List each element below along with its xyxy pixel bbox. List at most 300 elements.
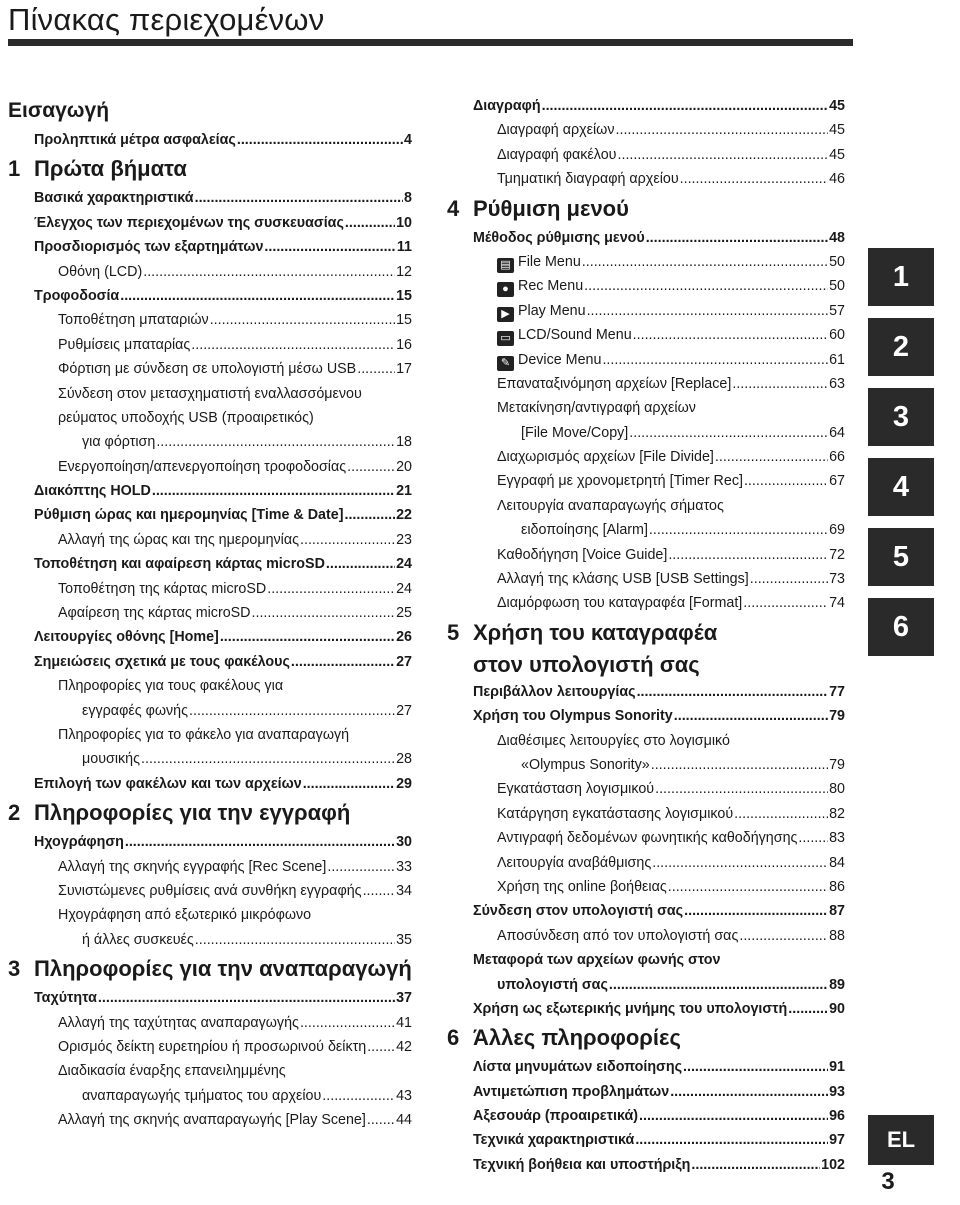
toc-entry[interactable] bbox=[8, 986, 412, 1010]
menu-icon: ● bbox=[497, 282, 514, 297]
page-title: Πίνακας περιεχομένων bbox=[8, 2, 325, 37]
toc-entry[interactable] bbox=[447, 348, 845, 372]
dot-leader bbox=[629, 421, 828, 445]
toc-entry-row bbox=[447, 118, 845, 142]
toc-entry[interactable] bbox=[447, 851, 845, 875]
toc-entry-label bbox=[497, 802, 733, 826]
toc-entry-text: Επιλογή των φακέλων και των αρχείων bbox=[34, 775, 302, 792]
toc-entry-text: Τοποθέτηση και αφαίρεση κάρτας microSD bbox=[34, 556, 325, 573]
section-3-continued-entries bbox=[447, 94, 845, 192]
toc-entry[interactable] bbox=[447, 1104, 845, 1128]
chapter-tab-3[interactable]: 3 bbox=[868, 388, 934, 446]
toc-entry-text: υπολογιστή σας bbox=[497, 976, 608, 993]
toc-entry[interactable] bbox=[447, 680, 845, 704]
toc-entry-page: 90 bbox=[829, 1000, 845, 1017]
toc-entry-text: Διαγραφή αρχείων bbox=[497, 122, 615, 139]
toc-entry[interactable] bbox=[447, 250, 845, 274]
toc-entry-label bbox=[497, 167, 679, 191]
toc-entry[interactable] bbox=[447, 948, 845, 997]
toc-entry-row bbox=[447, 851, 845, 875]
dot-leader bbox=[300, 1011, 395, 1035]
dot-leader bbox=[637, 680, 829, 704]
toc-entry-row bbox=[447, 421, 845, 445]
toc-entry[interactable] bbox=[8, 855, 412, 879]
dot-leader bbox=[651, 753, 828, 777]
toc-entry-text: Rec Menu bbox=[518, 278, 584, 295]
toc-entry-page: 72 bbox=[829, 546, 845, 563]
dot-leader bbox=[220, 625, 395, 649]
toc-entry-row bbox=[447, 1055, 845, 1079]
section-intro-entries bbox=[8, 128, 412, 152]
dot-leader bbox=[633, 323, 828, 347]
toc-entry-text: Εγγραφή με χρονομετρητή [Timer Rec] bbox=[497, 473, 743, 490]
toc-entry-text: Οθόνη (LCD) bbox=[58, 263, 143, 280]
toc-entry[interactable] bbox=[447, 494, 845, 543]
toc-entry-page: 102 bbox=[821, 1156, 845, 1173]
toc-entry-line: Διαδικασία έναρξης επανειλημμένης bbox=[58, 1063, 286, 1080]
toc-entry-text: Περιβάλλον λειτουργίας bbox=[473, 683, 636, 700]
page-number: 3 bbox=[881, 1168, 895, 1195]
toc-entry-text: Αξεσουάρ (προαιρετικά) bbox=[473, 1108, 638, 1125]
toc-entry-page: 69 bbox=[829, 522, 845, 539]
toc-entry-page: 23 bbox=[396, 531, 412, 548]
toc-entry-row bbox=[8, 333, 412, 357]
toc-entry-page: 27 bbox=[396, 653, 412, 670]
toc-entry[interactable] bbox=[8, 772, 412, 796]
toc-entry-label bbox=[497, 543, 667, 567]
toc-entry-page: 45 bbox=[829, 146, 845, 163]
toc-entry-text: Βασικά χαρακτηριστικά bbox=[34, 190, 194, 207]
toc-entry[interactable] bbox=[8, 479, 412, 503]
toc-entry[interactable] bbox=[8, 1059, 412, 1108]
toc-entry[interactable] bbox=[8, 333, 412, 357]
dot-leader bbox=[326, 552, 395, 576]
dot-leader bbox=[210, 308, 395, 332]
toc-entry[interactable] bbox=[447, 875, 845, 899]
dot-leader bbox=[668, 543, 828, 567]
toc-entry-label bbox=[497, 445, 714, 469]
toc-entry-text: Χρήση ως εξωτερικής μνήμης του υπολογιστή bbox=[473, 1000, 788, 1017]
toc-entry-page: 18 bbox=[396, 434, 412, 451]
toc-entry-page: 79 bbox=[829, 756, 845, 773]
toc-entry-page: 12 bbox=[396, 263, 412, 280]
toc-entry[interactable] bbox=[8, 1035, 412, 1059]
toc-entry-page: 97 bbox=[829, 1132, 845, 1149]
dot-leader bbox=[152, 479, 395, 503]
dot-leader bbox=[674, 704, 828, 728]
chapter-tab-2[interactable]: 2 bbox=[868, 318, 934, 376]
toc-entry[interactable] bbox=[447, 274, 845, 298]
dot-leader bbox=[739, 924, 828, 948]
dot-leader bbox=[732, 372, 828, 396]
toc-entry-label bbox=[34, 284, 119, 308]
toc-entry-text: Τμηματική διαγραφή αρχείου bbox=[497, 171, 679, 188]
toc-entry-text: Διαγραφή φακέλου bbox=[497, 146, 617, 163]
toc-entry[interactable] bbox=[8, 284, 412, 308]
toc-entry-row bbox=[447, 1128, 845, 1152]
toc-entry[interactable] bbox=[447, 1080, 845, 1104]
toc-entry-page: 82 bbox=[829, 805, 845, 822]
dot-leader bbox=[367, 1108, 395, 1132]
toc-entry[interactable] bbox=[8, 1108, 412, 1132]
toc-entry-label bbox=[58, 455, 346, 479]
toc-entry-text: ή άλλες συσκευές bbox=[82, 931, 194, 948]
menu-icon: ▭ bbox=[497, 331, 514, 346]
toc-entry-page: 24 bbox=[396, 556, 412, 573]
toc-entry-page: 24 bbox=[396, 580, 412, 597]
toc-entry-row bbox=[447, 777, 845, 801]
toc-entry-text: Τεχνική βοήθεια και υποστήριξη bbox=[473, 1156, 691, 1173]
toc-entry-page: 30 bbox=[396, 834, 412, 851]
toc-entry[interactable] bbox=[8, 601, 412, 625]
toc-entry-label bbox=[58, 601, 251, 625]
dot-leader bbox=[587, 299, 829, 323]
toc-entry-row bbox=[447, 973, 845, 997]
toc-entry-page: 21 bbox=[396, 483, 412, 500]
dot-leader bbox=[649, 518, 828, 542]
dot-leader bbox=[141, 747, 395, 771]
toc-entry-label bbox=[497, 567, 749, 591]
toc-entry[interactable] bbox=[447, 118, 845, 142]
dot-leader bbox=[291, 650, 395, 674]
toc-entry[interactable] bbox=[447, 729, 845, 778]
toc-entry-row bbox=[8, 772, 412, 796]
section-4-heading: 4 Ρύθμιση μενού bbox=[447, 195, 629, 221]
dot-leader bbox=[322, 1084, 395, 1108]
section-2-heading: 2 Πληροφορίες για την εγγραφή bbox=[8, 800, 351, 826]
toc-entry-line: ρεύματος υποδοχής USB (προαιρετικός) bbox=[58, 409, 314, 426]
toc-entry-row bbox=[8, 186, 412, 210]
toc-entry-row bbox=[447, 299, 845, 323]
toc-entry-label bbox=[82, 1084, 321, 1108]
toc-entry[interactable] bbox=[8, 879, 412, 903]
toc-entry-label bbox=[34, 772, 302, 796]
toc-entry-label bbox=[497, 875, 667, 899]
toc-entry-page: 57 bbox=[829, 302, 845, 319]
toc-entry-page: 45 bbox=[829, 98, 845, 114]
toc-entry-label bbox=[497, 118, 615, 142]
toc-entry[interactable] bbox=[8, 260, 412, 284]
dot-leader bbox=[734, 802, 828, 826]
toc-entry-text: Χρήση της online βοήθειας bbox=[497, 878, 667, 895]
toc-entry-label bbox=[34, 625, 219, 649]
toc-entry[interactable] bbox=[447, 299, 845, 323]
toc-entry-text: Έλεγχος των περιεχομένων της συσκευασίας bbox=[34, 214, 344, 231]
toc-entry-row bbox=[447, 1153, 845, 1177]
toc-entry-row bbox=[447, 143, 845, 167]
dot-leader bbox=[609, 973, 828, 997]
toc-entry-row bbox=[8, 577, 412, 601]
toc-entry-page: 26 bbox=[396, 629, 412, 646]
toc-entry-text: Device Menu bbox=[518, 351, 602, 368]
toc-entry-text: Τροφοδοσία bbox=[34, 287, 120, 304]
toc-entry-page: 33 bbox=[396, 858, 412, 875]
toc-entry-page: 15 bbox=[396, 287, 412, 304]
toc-entry-text: Ρυθμίσεις μπαταρίας bbox=[58, 336, 191, 353]
toc-entry-text: Διαμόρφωση του καταγραφέα [Format] bbox=[497, 595, 743, 612]
toc-entry-row bbox=[447, 372, 845, 396]
toc-entry[interactable] bbox=[8, 577, 412, 601]
toc-entry[interactable] bbox=[8, 503, 412, 527]
toc-entry[interactable] bbox=[447, 167, 845, 191]
toc-entry-label bbox=[497, 469, 743, 493]
toc-entry-label bbox=[497, 274, 583, 298]
toc-entry-row bbox=[447, 518, 845, 542]
dot-leader bbox=[303, 772, 395, 796]
toc-entry-row bbox=[8, 479, 412, 503]
page-header bbox=[8, 0, 853, 48]
toc-entry-page: 45 bbox=[829, 122, 845, 139]
toc-entry-page: 20 bbox=[396, 458, 412, 475]
toc-entry-text: Σύνδεση στον υπολογιστή σας bbox=[473, 903, 684, 920]
toc-entry-row bbox=[8, 625, 412, 649]
toc-entry-text: Ενεργοποίηση/απενεργοποίηση τροφοδοσίας bbox=[58, 458, 347, 475]
toc-entry-page: 48 bbox=[829, 229, 845, 246]
section-1-heading: 1 Πρώτα βήματα bbox=[8, 156, 187, 182]
toc-entry[interactable] bbox=[8, 552, 412, 576]
dot-leader bbox=[670, 1080, 828, 1104]
toc-entry-row bbox=[8, 1011, 412, 1035]
dot-leader bbox=[267, 577, 395, 601]
toc-entry-text: [File Move/Copy] bbox=[521, 424, 629, 441]
toc-entry-page: 4 bbox=[404, 132, 412, 148]
toc-entry-label bbox=[34, 650, 290, 674]
dot-leader bbox=[195, 928, 395, 952]
dot-leader bbox=[367, 1035, 395, 1059]
toc-entry[interactable] bbox=[8, 128, 412, 152]
section-1-entries bbox=[8, 186, 412, 796]
toc-entry-line: Μετακίνηση/αντιγραφή αρχείων bbox=[497, 400, 696, 417]
toc-entry-row bbox=[447, 997, 845, 1021]
dot-leader bbox=[363, 879, 396, 903]
toc-entry-page: 87 bbox=[829, 903, 845, 920]
toc-entry-label bbox=[82, 430, 155, 454]
toc-entry[interactable] bbox=[447, 396, 845, 445]
toc-entry[interactable] bbox=[8, 528, 412, 552]
toc-entry-page: 27 bbox=[396, 702, 412, 719]
toc-entry-row bbox=[447, 323, 845, 347]
toc-entry[interactable] bbox=[447, 826, 845, 850]
toc-entry-text: Αλλαγή της ταχύτητας αναπαραγωγής bbox=[58, 1014, 299, 1031]
toc-entry-label bbox=[82, 928, 194, 952]
toc-entry-text: Συνιστώμενες ρυθμίσεις ανά συνθήκη εγγραφής bbox=[58, 882, 362, 899]
toc-entry[interactable] bbox=[447, 777, 845, 801]
toc-entry[interactable] bbox=[447, 469, 845, 493]
toc-entry[interactable] bbox=[447, 802, 845, 826]
chapter-tab-6[interactable]: 6 bbox=[868, 598, 934, 656]
toc-entry-row bbox=[8, 284, 412, 308]
toc-entry[interactable] bbox=[447, 543, 845, 567]
toc-entry[interactable] bbox=[447, 1153, 845, 1177]
toc-entry-text: Ταχύτητα bbox=[34, 990, 97, 1007]
toc-entry-text: Ηχογράφηση bbox=[34, 834, 124, 851]
toc-entry-row bbox=[8, 503, 412, 527]
section-5-heading: 5 Χρήση του καταγραφέα bbox=[447, 619, 718, 645]
dot-leader bbox=[252, 601, 396, 625]
toc-entry-text: Ορισμός δείκτη ευρετηρίου ή προσωρινού δείκτη bbox=[58, 1038, 367, 1055]
toc-right-column bbox=[447, 94, 845, 1177]
toc-entry[interactable] bbox=[8, 357, 412, 381]
toc-entry[interactable] bbox=[8, 308, 412, 332]
dot-leader bbox=[584, 274, 828, 298]
toc-entry-row bbox=[8, 211, 412, 235]
dot-leader bbox=[582, 250, 828, 274]
dot-leader bbox=[683, 1055, 828, 1079]
dot-leader bbox=[655, 777, 828, 801]
dot-leader bbox=[191, 333, 395, 357]
toc-entry[interactable] bbox=[8, 674, 412, 723]
toc-entry-label bbox=[473, 1153, 690, 1177]
dot-leader bbox=[195, 186, 403, 210]
toc-entry[interactable] bbox=[447, 591, 845, 615]
toc-entry-text: Play Menu bbox=[518, 302, 586, 319]
toc-entry-label bbox=[58, 879, 362, 903]
toc-entry-page: 17 bbox=[396, 361, 412, 378]
language-badge: EL bbox=[868, 1115, 934, 1165]
dot-leader bbox=[691, 1153, 820, 1177]
toc-entry[interactable] bbox=[447, 899, 845, 923]
toc-entry[interactable] bbox=[8, 186, 412, 210]
toc-entry[interactable] bbox=[447, 1128, 845, 1152]
toc-entry-page: 28 bbox=[396, 751, 412, 768]
toc-entry-row bbox=[447, 680, 845, 704]
toc-entry[interactable] bbox=[447, 445, 845, 469]
toc-entry-line: Λειτουργία αναπαραγωγής σήματος bbox=[497, 497, 724, 514]
dot-leader bbox=[744, 469, 828, 493]
toc-entry-text: Τεχνικά χαρακτηριστικά bbox=[473, 1132, 635, 1149]
dot-leader bbox=[750, 567, 828, 591]
toc-entry[interactable] bbox=[8, 830, 412, 854]
toc-entry-text: LCD/Sound Menu bbox=[518, 327, 632, 344]
toc-entry-row bbox=[8, 986, 412, 1010]
toc-entry-row bbox=[447, 274, 845, 298]
toc-entry[interactable] bbox=[8, 455, 412, 479]
dot-leader bbox=[237, 128, 403, 152]
toc-entry-label bbox=[497, 851, 651, 875]
toc-entry-label bbox=[34, 986, 97, 1010]
toc-entry-page: 63 bbox=[829, 375, 845, 392]
toc-entry-page: 11 bbox=[396, 239, 412, 256]
toc-entry-label bbox=[473, 226, 645, 250]
toc-entry-row bbox=[8, 601, 412, 625]
dot-leader bbox=[347, 455, 395, 479]
toc-entry-line: Μεταφορά των αρχείων φωνής στον bbox=[473, 952, 721, 969]
toc-entry-text: για φόρτιση bbox=[82, 434, 156, 451]
toc-entry-page: 83 bbox=[829, 830, 845, 847]
toc-entry-label bbox=[521, 753, 650, 777]
dot-leader bbox=[788, 997, 828, 1021]
toc-entry[interactable] bbox=[447, 704, 845, 728]
toc-entry-page: 8 bbox=[404, 190, 412, 207]
toc-entry[interactable] bbox=[447, 567, 845, 591]
toc-entry-page: 10 bbox=[396, 214, 412, 231]
toc-entry-text: Αντιμετώπιση προβλημάτων bbox=[473, 1083, 670, 1100]
dot-leader bbox=[635, 1128, 828, 1152]
toc-entry[interactable] bbox=[8, 1011, 412, 1035]
toc-entry-text: μουσικής bbox=[82, 751, 140, 768]
chapter-tab-1[interactable]: 1 bbox=[868, 248, 934, 306]
toc-entry-page: 44 bbox=[396, 1112, 412, 1129]
toc-entry[interactable] bbox=[447, 372, 845, 396]
chapter-tab-5[interactable]: 5 bbox=[868, 528, 934, 586]
toc-left-column bbox=[8, 94, 412, 1132]
toc-entry-page: 25 bbox=[396, 605, 412, 622]
toc-entry-text: Αλλαγή της ώρας και της ημερομηνίας bbox=[58, 531, 300, 548]
toc-entry-row bbox=[447, 753, 845, 777]
toc-entry-row bbox=[8, 830, 412, 854]
toc-entry-row bbox=[447, 875, 845, 899]
toc-entry-text: ειδοποίησης [Alarm] bbox=[521, 522, 648, 539]
menu-icon: ▤ bbox=[497, 258, 514, 273]
toc-entry-label bbox=[497, 323, 632, 347]
toc-entry[interactable] bbox=[8, 211, 412, 235]
section-3-entries bbox=[8, 986, 412, 1132]
toc-entry[interactable] bbox=[447, 226, 845, 250]
toc-entry[interactable] bbox=[8, 235, 412, 259]
toc-entry-text: Τοποθέτηση της κάρτας microSD bbox=[58, 580, 267, 597]
toc-entry-row bbox=[447, 567, 845, 591]
toc-entry-page: 86 bbox=[829, 878, 845, 895]
toc-entry-text: Τοποθέτηση μπαταριών bbox=[58, 312, 209, 329]
toc-entry-row bbox=[8, 699, 412, 723]
toc-entry-row bbox=[447, 469, 845, 493]
toc-entry[interactable] bbox=[8, 903, 412, 952]
toc-entry-page: 79 bbox=[829, 708, 845, 725]
toc-entry-page: 29 bbox=[396, 775, 412, 792]
toc-entry-line: Ηχογράφηση από εξωτερικό μικρόφωνο bbox=[58, 907, 312, 924]
toc-entry-row bbox=[8, 650, 412, 674]
toc-entry-label bbox=[497, 591, 742, 615]
toc-entry-page: 41 bbox=[396, 1014, 412, 1031]
toc-entry[interactable] bbox=[8, 382, 412, 455]
toc-entry[interactable] bbox=[447, 924, 845, 948]
toc-entry-label bbox=[58, 528, 299, 552]
toc-entry-page: 80 bbox=[829, 781, 845, 798]
toc-entry-page: 77 bbox=[829, 683, 845, 700]
toc-entry[interactable] bbox=[447, 94, 845, 118]
chapter-tabs bbox=[868, 248, 934, 668]
toc-entry-text: Φόρτιση με σύνδεση σε υπολογιστή μέσω USB bbox=[58, 361, 357, 378]
toc-entry-page: 16 bbox=[396, 336, 412, 353]
toc-entry[interactable] bbox=[447, 143, 845, 167]
section-4-entries bbox=[447, 226, 845, 616]
dot-leader bbox=[542, 94, 829, 118]
dot-leader bbox=[602, 348, 828, 372]
toc-entry[interactable] bbox=[8, 723, 412, 772]
toc-entry-label bbox=[58, 1035, 366, 1059]
toc-entry[interactable] bbox=[8, 625, 412, 649]
toc-entry[interactable] bbox=[447, 1055, 845, 1079]
title-rule bbox=[8, 39, 853, 46]
toc-entry-row bbox=[447, 543, 845, 567]
toc-entry-row bbox=[447, 802, 845, 826]
toc-entry-page: 42 bbox=[396, 1038, 412, 1055]
toc-entry[interactable] bbox=[447, 997, 845, 1021]
menu-icon: ✎ bbox=[497, 356, 514, 371]
toc-entry-row bbox=[8, 357, 412, 381]
toc-entry[interactable] bbox=[447, 323, 845, 347]
dot-leader bbox=[189, 699, 395, 723]
toc-entry-line: Διαθέσιμες λειτουργίες στο λογισμικό bbox=[497, 732, 730, 749]
toc-entry-text: Αλλαγή της κλάσης USB [USB Settings] bbox=[497, 571, 749, 588]
toc-entry[interactable] bbox=[8, 650, 412, 674]
dot-leader bbox=[156, 430, 395, 454]
toc-entry-label bbox=[34, 211, 344, 235]
toc-entry-text: Διαγραφή bbox=[473, 98, 541, 114]
chapter-tab-4[interactable]: 4 bbox=[868, 458, 934, 516]
toc-entry-label bbox=[473, 1080, 669, 1104]
toc-entry-page: 67 bbox=[829, 473, 845, 490]
